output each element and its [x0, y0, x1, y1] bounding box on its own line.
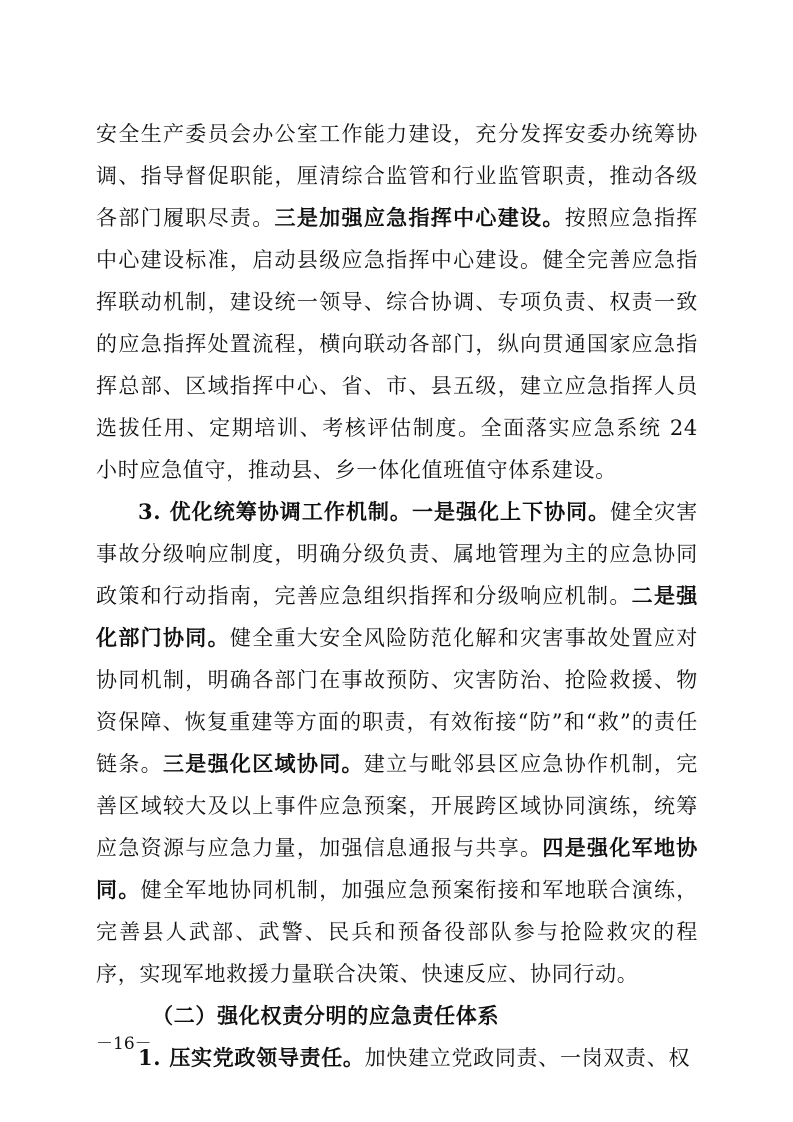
subheading-party-leadership: 1. 压实党政领导责任。: [138, 1045, 365, 1070]
page-number: －16－: [96, 1034, 152, 1054]
text-run: 建立与毗邻县区应急协作机制，完善区域较大及以上事件应急预案，开展跨区域协同演练，统筹应急资源与应急力量，加强信息通报与共享。: [96, 752, 698, 860]
text-run: 按照应急指挥中心建设标准，启动县级应急指挥中心建设。健全完善应急指挥联动机制，建设统一领导、综合协调、专项负责、权责一致的应急指挥处置流程，横向联动各部门，纵向贯通国家应急指挥总部、区域指挥中心、省、市、县五级，建立应急指挥人员选拔任用、定期培训、考核评估制度。全面落实应急系统 24 小时应急值守，推动县、乡一体化值班值守体系建设。: [96, 206, 698, 482]
bold-run-department-coordination: 二是强化部门协同。: [96, 583, 698, 650]
bold-run-military-civil-coordination: 四是强化军地协同。: [96, 835, 699, 902]
text-run: 健全灾害事故分级响应制度，明确分级负责、属地管理为主的应急协同政策和行动指南，完善应急组织指挥和分级响应机制。: [96, 500, 698, 608]
section-heading: （二）强化权责分明的应急责任体系: [152, 1003, 500, 1028]
subheading-coordination-mechanism: 3. 优化统筹协调工作机制。: [138, 499, 412, 524]
bold-run-regional-coordination: 三是强化区域协同。: [162, 751, 364, 776]
text-run: 安全生产委员会办公室工作能力建设，充分发挥安委办统筹协调、指导督促职能，厘清综合监管和行业监管职责，推动各级各部门履职尽责。: [96, 122, 698, 230]
text-run: 加快建立党政同责、一岗双责、权: [364, 1046, 691, 1070]
text-run: 健全重大安全风险防范化解和灾害事故处置应对协同机制，明确各部门在事故预防、灾害防治、抢险救援、物资保障、恢复重建等方面的职责，有效衔接“防”和“救”的责任链条。: [96, 626, 698, 776]
paragraph-emergency-command-center: [96, 113, 698, 491]
page-body: [96, 113, 698, 1079]
text-run: 健全军地协同机制，加强应急预案衔接和军地联合演练，完善县人武部、武警、民兵和预备役部队参与抢险救灾的程序，实现军地救援力量联合决策、快速反应、协同行动。: [96, 878, 698, 986]
bold-run-vertical-coordination: 一是强化上下协同。: [411, 499, 611, 524]
paragraph-coordination-mechanism: [96, 491, 698, 995]
bold-run-command-center: 三是加强应急指挥中心建设。: [274, 205, 565, 230]
paragraph-party-leadership-responsibility: [96, 1037, 698, 1079]
